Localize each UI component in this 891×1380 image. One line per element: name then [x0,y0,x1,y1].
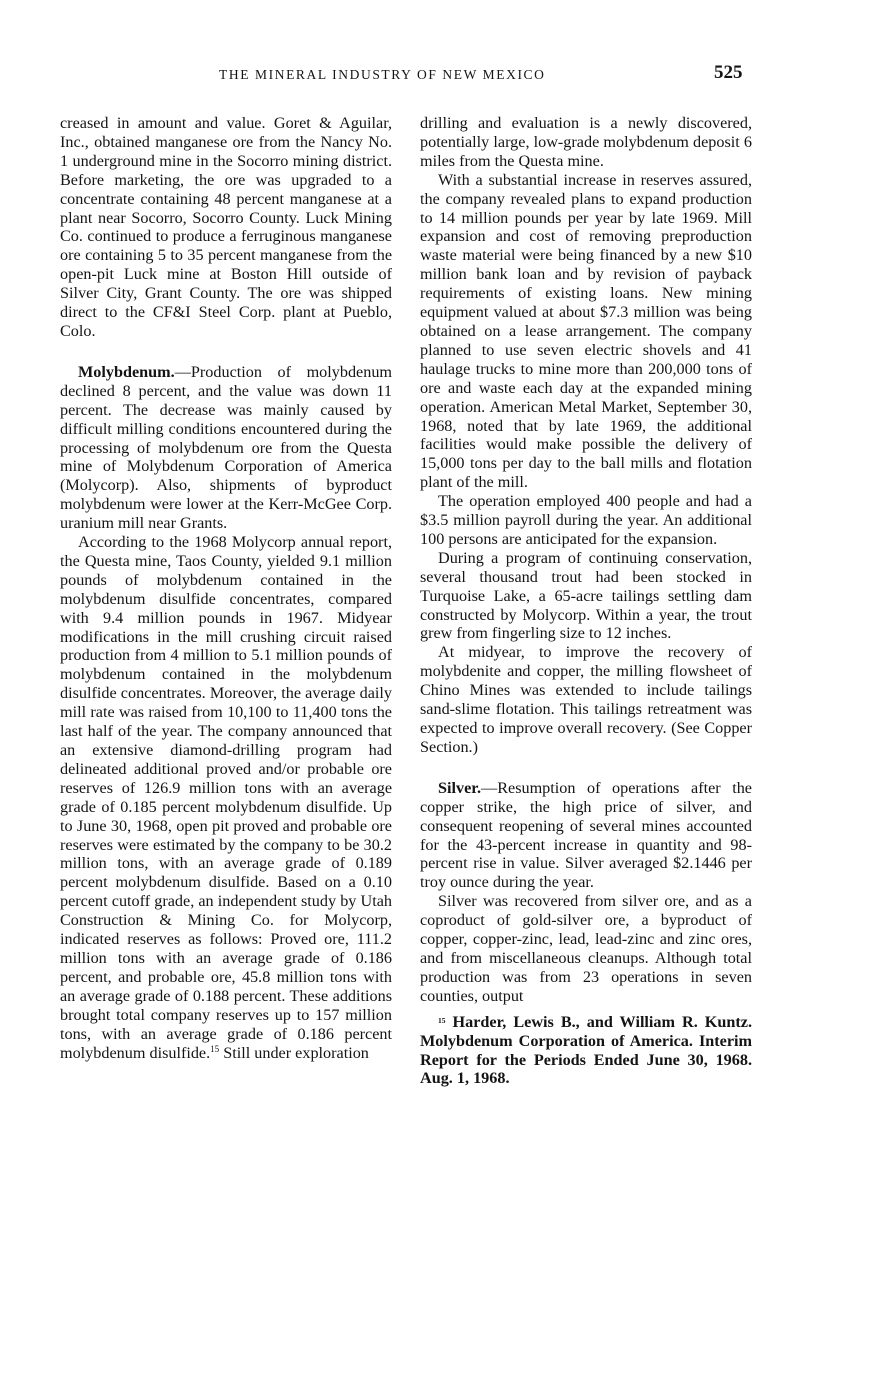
molybdenum-intro-text: —Production of molybdenum declined 8 percent, and the value was down 11 percent. The decrease was mainly caused by difficult milling conditions encountered during the processing of molybdenum ore from the Questa mine of Molybdenum Corporation of America (Molycorp). Also, shipments of byproduct molybdenum were lower at the Kerr-McGee Corp. uranium mill near Grants. [60,362,392,533]
section-gap [60,341,392,363]
left-column [60,114,392,1062]
paragraph-employment: The operation employed 400 people and had a $3.5 million payroll during the year. An additional 100 persons are anticipated for the expansion. [420,492,752,548]
paragraph-conservation: During a program of continuing conservation, several thousand trout had been stocked in Turquoise Lake, a 65-acre tailings settling dam constructed by Molycorp. Within a year, the trout grew from fingerling size to 12 inches. [420,548,752,643]
molycorp-report-tail: Still under exploration [219,1043,369,1062]
section-gap [420,757,752,779]
section-heading-silver: Silver. [438,778,482,797]
paragraph-silver-sources: Silver was recovered from silver ore, and as a coproduct of gold-silver ore, a byproduct of copper, copper-zinc, lead, lead-zinc and zinc ores, and from miscellaneous cleanups. Although total production was from 23 operations in seven counties, output [420,892,752,1005]
section-heading-molybdenum: Molybdenum. [78,362,175,381]
molycorp-report-text: According to the 1968 Molycorp annual report, the Questa mine, Taos County, yielded 9.1 million pounds of molybdenum contained in the molybdenum disulfide concentrates, compared with 9.4 million pounds in 1967. Midyear modifications in the mill crushing circuit raised production from 4 million to 5.1 million pounds of molybdenum contained in the molybdenum disulfide concentrates. Moreover, the average daily mill rate was raised from 10,100 to 11,400 tons the last half of the year. The company announced that an extensive diamond-drilling program had delineated additional proved and/or probable ore reserves of 126.9 million tons with an average grade of 0.185 percent molybdenum disulfide. Up to June 30, 1968, open pit proved and probable ore reserves were estimated by the company to be 30.2 million tons, with an average grade of 0.189 percent molybdenum disulfide. Based on a 0.10 percent cutoff grade, an independent study by Utah Construction & Mining Co. for Molycorp, indicated reserves as follows: Proved ore, 111.2 million tons with an average grade of 0.186 percent, and probable ore, 45.8 million tons with an average grade of 0.188 percent. These additions brought total company reserves up to 157 million tons, with an average grade of 0.186 percent molybdenum disulfide. [60,533,392,1062]
paragraph-molybdenum-intro [60,363,392,533]
page-header [0,62,891,92]
footnote [420,1013,752,1089]
footnote-text: Harder, Lewis B., and William R. Kuntz. Molybdenum Corporation of America. Interim Report for the Periods Ended June 30, 1968. Aug. 1, 1968. [420,1012,752,1088]
silver-intro-text: —Resumption of operations after the copper strike, the high price of silver, and consequent reopening of several mines accounted for the 43-percent increase in quantity and 98-percent rise in value. Silver averaged $2.1446 per troy ounce during the year. [420,778,752,892]
paragraph-manganese-continued: creased in amount and value. Goret & Aguilar, Inc., obtained manganese ore from the Nancy No. 1 underground mine in the Socorro mining district. Before marketing, the ore was upgraded to a concentrate containing 48 percent manganese at a plant near Socorro, Socorro County. Luck Mining Co. continued to produce a ferruginous manganese ore containing 5 to 35 percent manganese from the open-pit Luck mine at Boston Hill outside of Silver City, Grant County. The ore was shipped direct to the CF&I Steel Corp. plant at Pueblo, Colo. [60,114,392,340]
paragraph-molycorp-report [60,533,392,1062]
running-head: THE MINERAL INDUSTRY OF NEW MEXICO [219,67,546,82]
footnote-reference: 15 [210,1043,220,1054]
page-number: 525 [714,62,743,83]
paragraph-expansion-plans: With a substantial increase in reserves assured, the company revealed plans to expand production to 14 million pounds per year by late 1969. Mill expansion and cost of removing preproduction waste material were being financed by a new $10 million bank loan and by revision of payback requirements of existing loans. New mining equipment valued at about $7.3 million was being obtained on a lease arrangement. The company planned to use seven electric shovels and 41 haulage trucks to mine more than 200,000 tons of ore and waste each day at the expanded mining operation. American Metal Market, September 30, 1968, noted that by late 1969, the additional facilities would make possible the delivery of 15,000 tons per day to the ball mills and flotation plant of the mill. [420,170,752,492]
right-column [420,114,752,1088]
paragraph-silver-intro [420,779,752,892]
footnote-number: 15 [438,1015,446,1025]
paragraph-questa-exploration: drilling and evaluation is a newly discovered, potentially large, low-grade molybdenum deposit 6 miles from the Questa mine. [420,114,752,170]
paragraph-chino-flowsheet: At midyear, to improve the recovery of molybdenite and copper, the milling flowsheet of Chino Mines was extended to include tailings sand-slime flotation. This tailings retreatment was expected to improve overall recovery. (See Copper Section.) [420,643,752,756]
